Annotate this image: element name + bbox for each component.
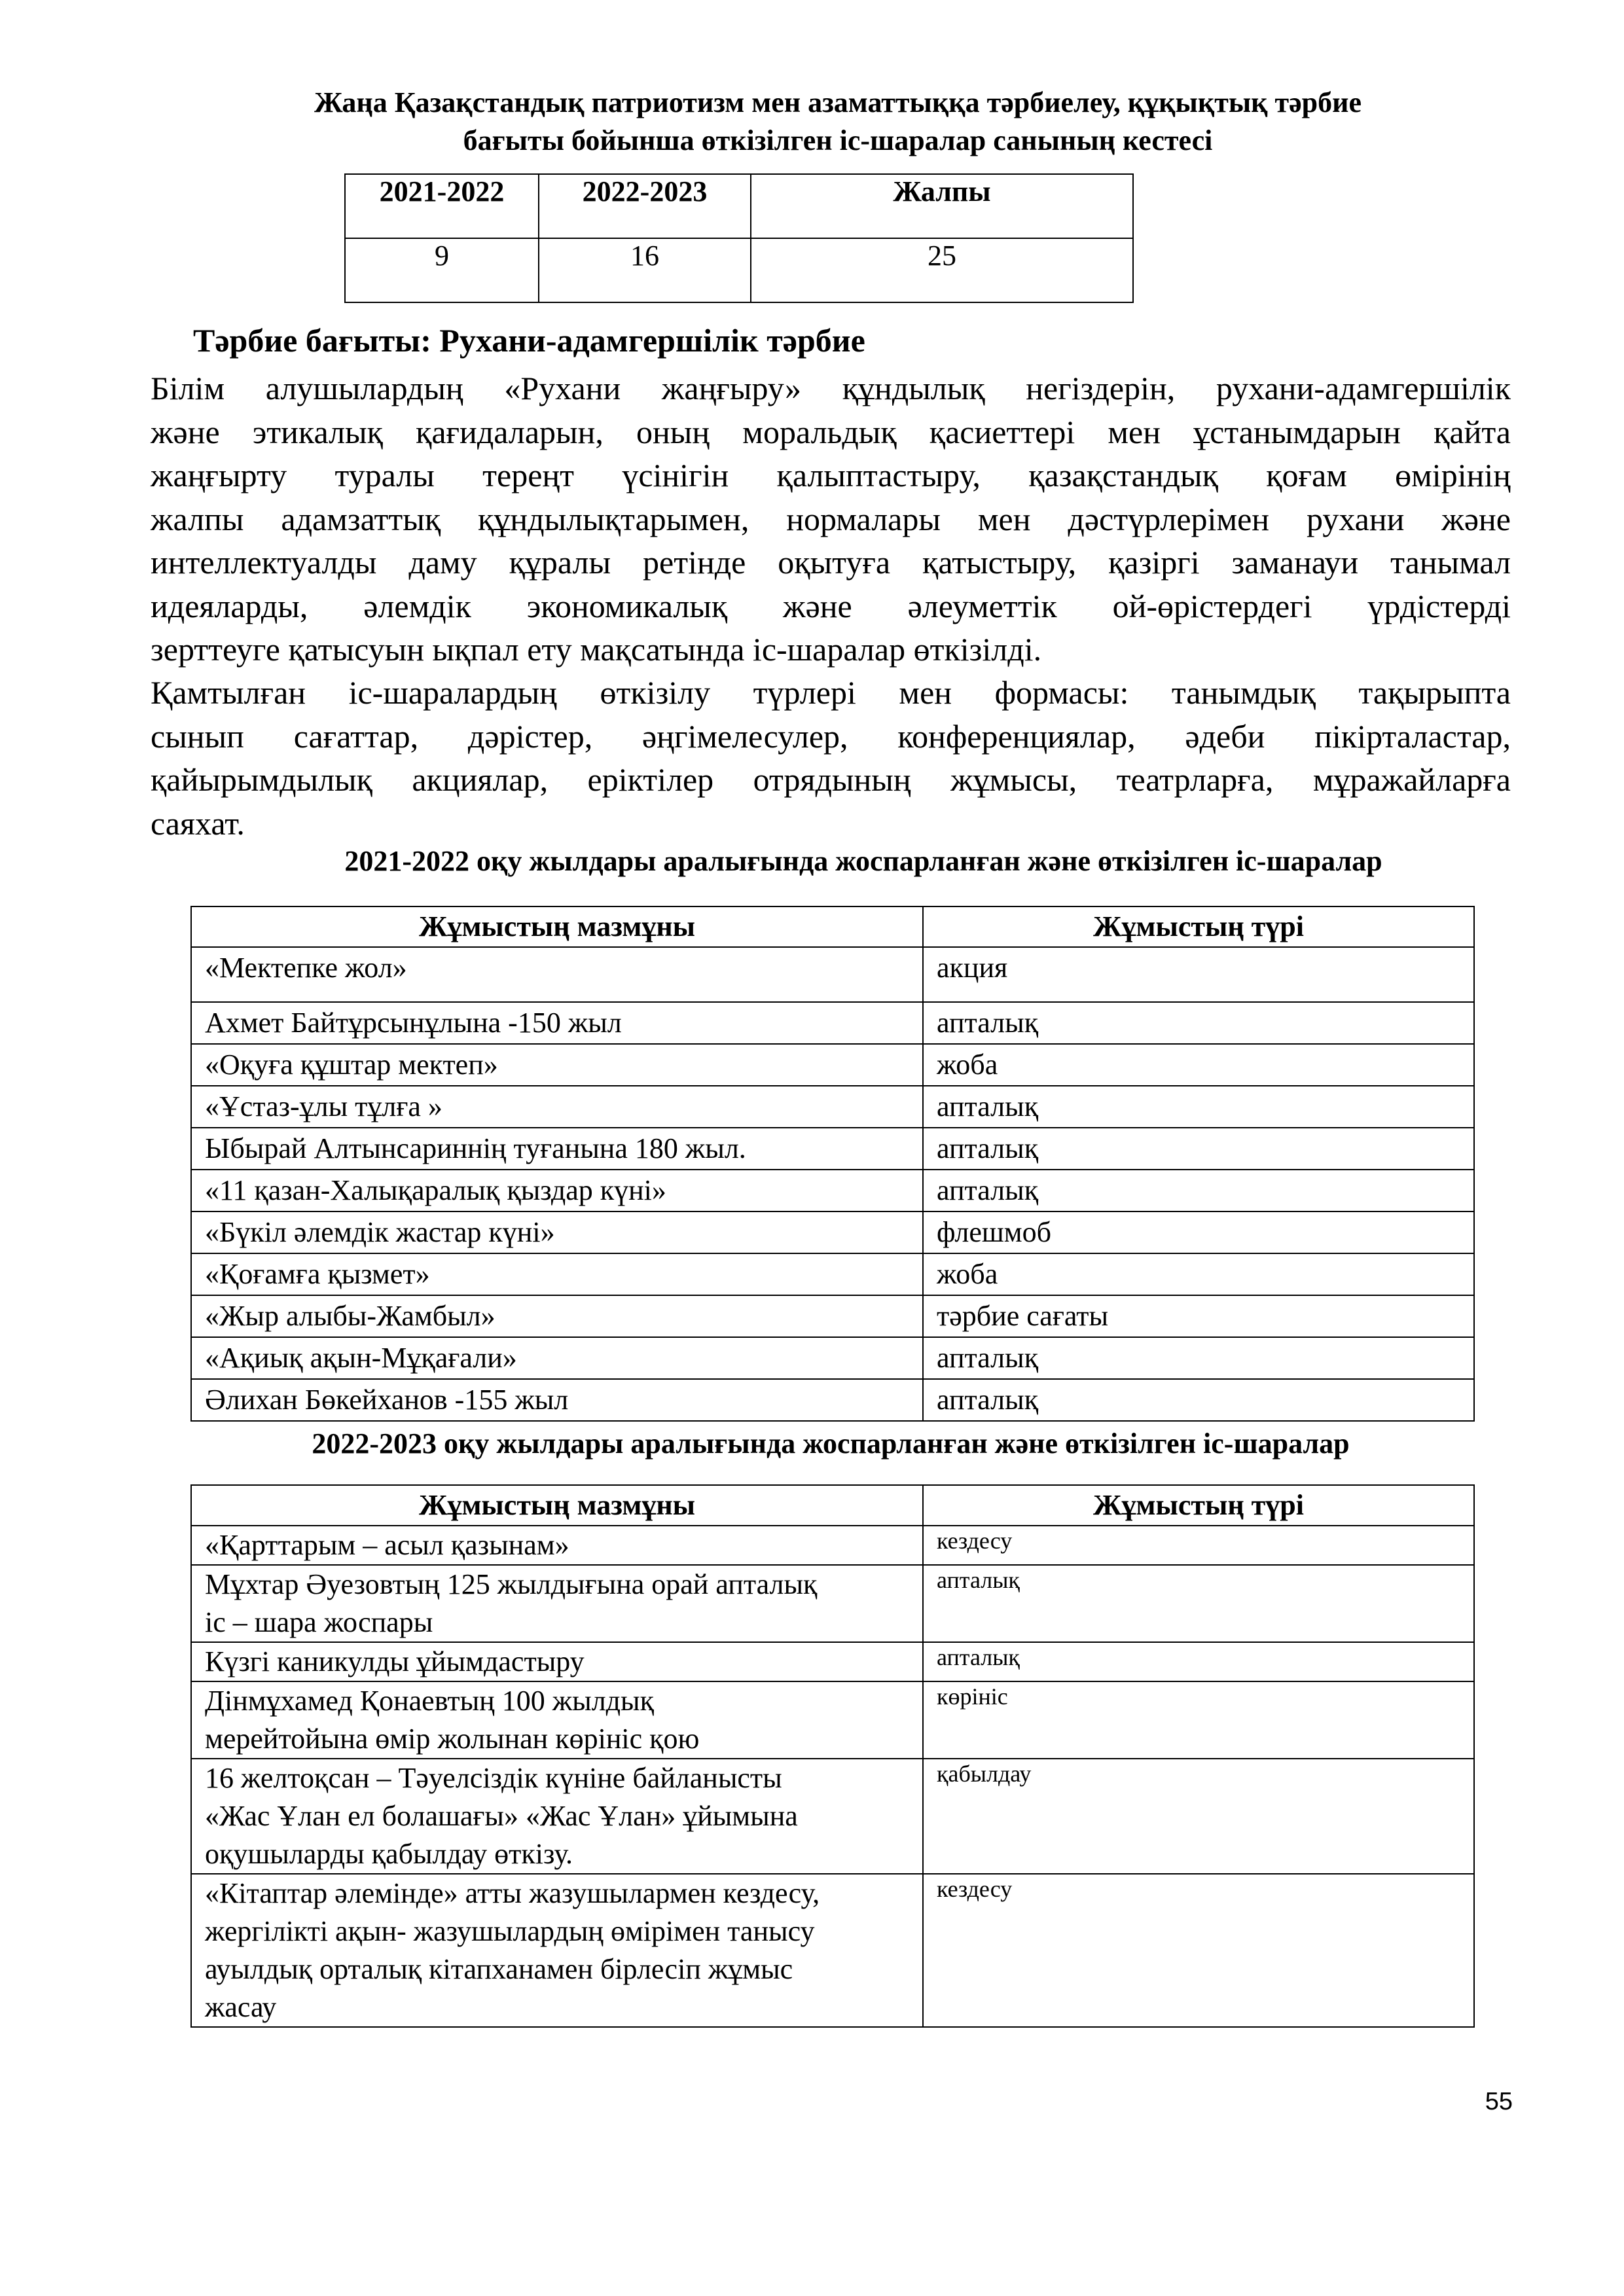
table-row <box>191 1295 1474 1337</box>
paragraph-line: зерттеуге қатысуын ықпал ету мақсатында іс-шаралар өткізілді. <box>151 631 1042 668</box>
table-row <box>191 1337 1474 1379</box>
activity-type: апталық <box>923 1002 1474 1044</box>
table-row <box>191 1565 1474 1642</box>
table-row <box>191 1044 1474 1086</box>
activity-type: апталық <box>923 1565 1474 1642</box>
activity-type: кездесу <box>923 1874 1474 2027</box>
activity-content: «Оқуға құштар мектеп» <box>191 1044 923 1086</box>
table-row <box>191 1681 1474 1759</box>
paragraph-line: және этикалық қағидаларын, оның моральдық қасиеттері мен ұстанымдарын қайта <box>151 413 1511 450</box>
section-title: Тәрбие бағыты: Рухани-адамгершілік тәрбие <box>193 322 865 359</box>
activity-type: апталық <box>923 1642 1474 1681</box>
activity-type: қабылдау <box>923 1759 1474 1874</box>
page-number: 55 <box>1485 2088 1513 2115</box>
table-row <box>191 1759 1474 1874</box>
column-header: Жұмыстың түрі <box>923 1485 1474 1526</box>
summary-header-cell: 2022-2023 <box>539 174 751 238</box>
activity-type: апталық <box>923 1337 1474 1379</box>
table-row <box>191 1211 1474 1253</box>
paragraph-line: Қамтылған іс-шаралардың өткізілу түрлері мен формасы: танымдық тақырыпта <box>151 674 1511 711</box>
activities-table-2022 <box>190 1484 1475 2028</box>
activity-content: «Жыр алыбы-Жамбыл» <box>191 1295 923 1337</box>
activity-type: апталық <box>923 1170 1474 1211</box>
activity-content: Мұхтар Әуезовтың 125 жылдығына орай апталық іс – шара жоспары <box>191 1565 923 1642</box>
activity-content: «Ақиық ақын-Мұқағали» <box>191 1337 923 1379</box>
table-row <box>191 1874 1474 2027</box>
paragraph-line: идеяларды, әлемдік экономикалық және әлеуметтік ой-өрістердегі үрдістерді <box>151 587 1511 624</box>
activity-content: Дінмұхамед Қонаевтың 100 жылдық мерейтойына өмір жолынан көрініс қою <box>191 1681 923 1759</box>
table-row <box>191 1253 1474 1295</box>
activity-content: «Бүкіл әлемдік жастар күні» <box>191 1211 923 1253</box>
activity-content: «Қоғамға қызмет» <box>191 1253 923 1295</box>
summary-table <box>344 173 1134 303</box>
heading-line-2: бағыты бойынша өткізілген іс-шаралар санының кестесі <box>463 124 1213 156</box>
activity-content: Күзгі каникулды ұйымдастыру <box>191 1642 923 1681</box>
table-row <box>191 947 1474 1002</box>
paragraph-line: Білім алушылардың «Рухани жаңғыру» құндылық негіздерін, рухани-адамгершілік <box>151 370 1511 406</box>
activity-type: кездесу <box>923 1526 1474 1565</box>
summary-value-cell: 25 <box>751 238 1133 302</box>
paragraph-forms <box>151 671 1511 845</box>
paragraph-line: сынып сағаттар, дәрістер, әңгімелесулер, конференциялар, әдеби пікірталастар, <box>151 717 1511 755</box>
paragraph-line: жаңғырту туралы тереңт үсінігін қалыптастыру, қазақстандық қоғам өмірінің <box>151 457 1511 493</box>
summary-header-cell: Жалпы <box>751 174 1133 238</box>
activity-type: апталық <box>923 1128 1474 1170</box>
activity-content: «Қарттарым – асыл қазынам» <box>191 1526 923 1565</box>
table-row <box>191 1170 1474 1211</box>
activity-type: тәрбие сағаты <box>923 1295 1474 1337</box>
activity-type: көрініс <box>923 1681 1474 1759</box>
activity-content: «Кітаптар әлемінде» атты жазушылармен кездесу, жергілікті ақын- жазушылардың өмірімен танысу ауылдық орталық кітапханамен бірлесіп жұмыс жасау <box>191 1874 923 2027</box>
summary-header-cell: 2021-2022 <box>345 174 539 238</box>
activity-type: акция <box>923 947 1474 1002</box>
table2-title: 2022-2023 оқу жылдары аралығында жоспарланған және өткізілген іс-шаралар <box>312 1427 1350 1460</box>
table-header-row <box>191 906 1474 947</box>
activity-type: жоба <box>923 1044 1474 1086</box>
paragraph-line: интеллектуалды даму құралы ретінде оқытуға қатыстыру, қазіргі заманауи танымал <box>151 544 1511 581</box>
table-row <box>191 1379 1474 1421</box>
summary-value-row <box>345 238 1133 302</box>
table-row <box>191 1002 1474 1044</box>
activity-content: «11 қазан-Халықаралық қыздар күні» <box>191 1170 923 1211</box>
paragraph-goal <box>151 367 1511 672</box>
table1-title: 2021-2022 оқу жылдары аралығында жоспарланған және өткізілген іс-шаралар <box>344 845 1382 877</box>
activity-type: апталық <box>923 1086 1474 1128</box>
activity-type: флешмоб <box>923 1211 1474 1253</box>
activity-type: жоба <box>923 1253 1474 1295</box>
column-header: Жұмыстың мазмұны <box>191 906 923 947</box>
activity-content: Әлихан Бөкейханов -155 жыл <box>191 1379 923 1421</box>
activity-content: 16 желтоқсан – Тәуелсіздік күніне байланысты «Жас Ұлан ел болашағы» «Жас Ұлан» ұйымына оқушыларды қабылдау өткізу. <box>191 1759 923 1874</box>
document-heading <box>151 84 1525 160</box>
table-header-row <box>191 1485 1474 1526</box>
activities-table-2021 <box>190 906 1475 1422</box>
activity-content: «Ұстаз-ұлы тұлға » <box>191 1086 923 1128</box>
table-row <box>191 1642 1474 1681</box>
heading-line-1: Жаңа Қазақстандық патриотизм мен азаматтыққа тәрбиелеу, құқықтық тәрбие <box>314 86 1362 118</box>
summary-value-cell: 16 <box>539 238 751 302</box>
summary-value-cell: 9 <box>345 238 539 302</box>
column-header: Жұмыстың түрі <box>923 906 1474 947</box>
activity-content: «Мектепке жол» <box>191 947 923 1002</box>
paragraph-line: саяхат. <box>151 804 245 842</box>
column-header: Жұмыстың мазмұны <box>191 1485 923 1526</box>
activity-type: апталық <box>923 1379 1474 1421</box>
activity-content: Ахмет Байтұрсынұлына -150 жыл <box>191 1002 923 1044</box>
table-row <box>191 1526 1474 1565</box>
paragraph-line: қайырымдылық акциялар, еріктілер отрядының жұмысы, театрларға, мұражайларға <box>151 761 1511 798</box>
table-row <box>191 1086 1474 1128</box>
paragraph-line: жалпы адамзаттық құндылықтарымен, нормалары мен дәстүрлерімен рухани және <box>151 500 1511 537</box>
activity-content: Ыбырай Алтынсариннің туғанына 180 жыл. <box>191 1128 923 1170</box>
table-row <box>191 1128 1474 1170</box>
summary-header-row <box>345 174 1133 238</box>
